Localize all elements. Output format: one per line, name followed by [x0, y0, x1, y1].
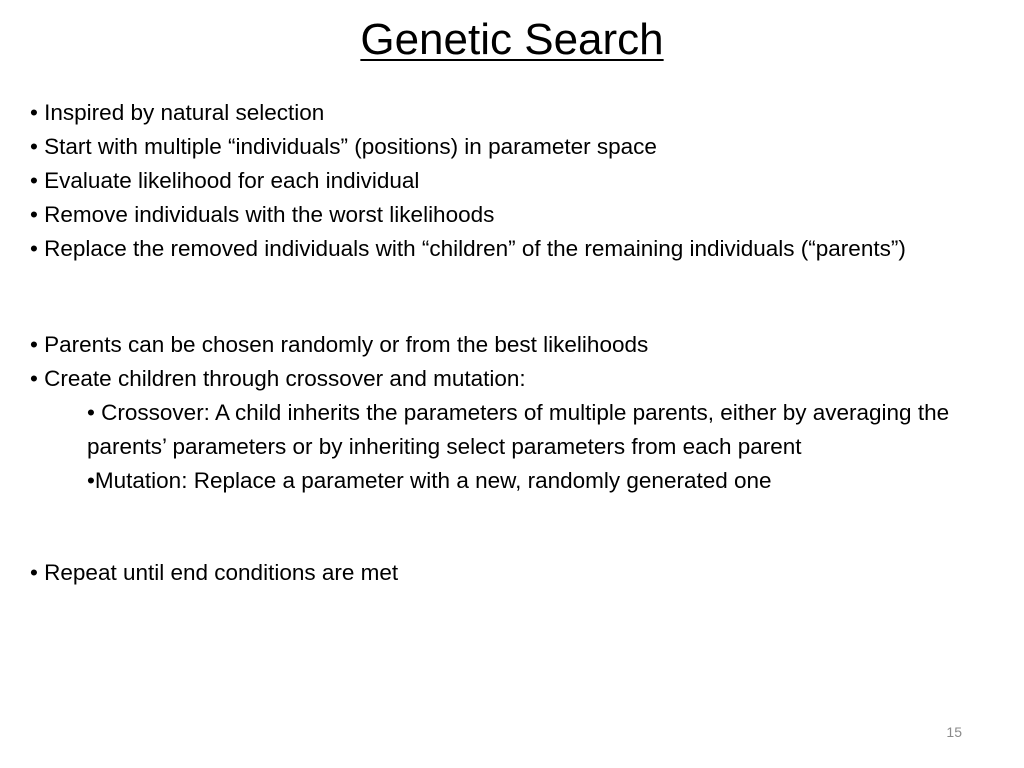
- bullet-glyph: •: [30, 134, 38, 159]
- bullet-text: Evaluate likelihood for each individual: [44, 168, 420, 193]
- sub-bullet-item: [30, 396, 980, 464]
- bullet-glyph: •: [30, 100, 38, 125]
- bullet-glyph: •: [87, 400, 95, 425]
- bullet-glyph: •: [30, 236, 38, 261]
- sub-bullet-item: [30, 464, 980, 498]
- bullet-text: Start with multiple “individuals” (positions) in parameter space: [44, 134, 657, 159]
- bullet-text: Replace the removed individuals with “children” of the remaining individuals (“parents”): [44, 236, 906, 261]
- bullet-text: Mutation: Replace a parameter with a new, randomly generated one: [94, 468, 772, 493]
- bullet-text: Parents can be chosen randomly or from the best likelihoods: [44, 332, 649, 357]
- bullet-glyph: •: [30, 202, 38, 227]
- bullet-item: [30, 556, 980, 590]
- bullet-glyph: •: [30, 332, 38, 357]
- bullet-item: [30, 328, 980, 362]
- bullet-item: [30, 198, 980, 232]
- bullet-item: [30, 130, 980, 164]
- bullet-text: Repeat until end conditions are met: [44, 560, 399, 585]
- bullet-glyph: •: [30, 366, 38, 391]
- bullet-item: [30, 164, 980, 198]
- slide-title: Genetic Search: [360, 15, 664, 64]
- slide-body: [30, 96, 980, 590]
- bullet-text: Crossover: A child inherits the parameters of multiple parents, either by averaging the parents’ parameters or by inheriting select parameters from each parent: [87, 400, 950, 459]
- bullet-text: Inspired by natural selection: [44, 100, 325, 125]
- spacer: [30, 266, 980, 328]
- bullet-item: [30, 362, 980, 396]
- bullet-text: Create children through crossover and mutation:: [44, 366, 526, 391]
- bullet-glyph: •: [30, 560, 38, 585]
- bullet-text: Remove individuals with the worst likelihoods: [44, 202, 495, 227]
- page-number: 15: [946, 724, 962, 740]
- bullet-glyph: •: [30, 168, 38, 193]
- spacer: [30, 498, 980, 556]
- bullet-item: [30, 232, 980, 266]
- bullet-item: [30, 96, 980, 130]
- bullet-glyph: •: [87, 468, 95, 493]
